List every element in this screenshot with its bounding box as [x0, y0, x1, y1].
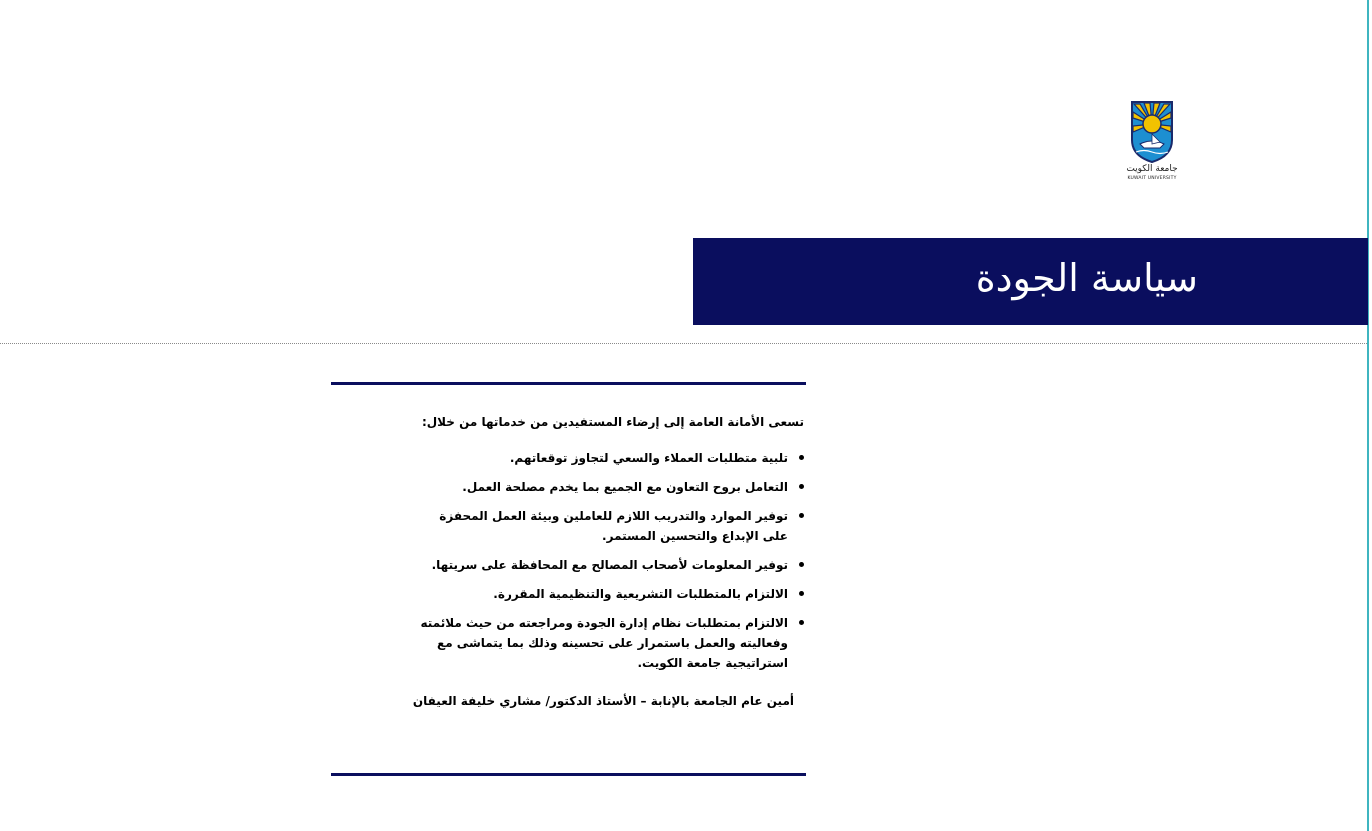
policy-content [412, 412, 806, 723]
bottom-rule [331, 773, 806, 776]
logo-name-arabic: جامعة الكويت [1126, 164, 1178, 174]
bullet-icon [799, 455, 804, 460]
kuwait-university-logo [1118, 98, 1186, 190]
policy-list [412, 448, 806, 673]
right-edge-stripe [1367, 0, 1369, 831]
list-item [412, 584, 806, 604]
bullet-icon [799, 513, 804, 518]
list-item [412, 477, 806, 497]
bullet-icon [799, 484, 804, 489]
dotted-divider [0, 343, 1367, 344]
list-item [412, 613, 806, 673]
list-item [412, 555, 806, 575]
intro-text: تسعى الأمانة العامة إلى إرضاء المستفيدين من خدماتها من خلال: [421, 415, 804, 429]
list-item-text: الالتزام بالمتطلبات التشريعية والتنظيمية المقررة. [493, 587, 788, 601]
bullet-icon [799, 591, 804, 596]
signature-line: أمين عام الجامعة بالإنابة – الأستاذ الدكتور/ مشاري خليفة العيفان [412, 694, 794, 708]
list-item-text: توفير الموارد والتدريب اللازم للعاملين وبيئة العمل المحفزة على الإبداع والتحسين المستمر. [439, 509, 788, 543]
list-item-text: تلبية متطلبات العملاء والسعي لتجاوز توقعاتهم. [509, 451, 788, 465]
bullet-icon [799, 562, 804, 567]
bullet-icon [799, 620, 804, 625]
top-rule [331, 382, 806, 385]
list-item-text: الالتزام بمتطلبات نظام إدارة الجودة ومراجعته من حيث ملائمته وفعاليته والعمل باستمرار على تحسينه وذلك بما يتماشى مع استراتيجية جامعة الكويت. [420, 616, 788, 670]
logo-emblem-icon [1118, 98, 1186, 164]
title-banner [693, 238, 1368, 325]
list-item [412, 506, 806, 546]
page-title: سياسة الجودة [975, 256, 1198, 300]
list-item-text: توفير المعلومات لأصحاب المصالح مع المحافظة على سريتها. [431, 558, 788, 572]
list-item-text: التعامل بروح التعاون مع الجميع بما يخدم مصلحة العمل. [462, 480, 788, 494]
list-item [412, 448, 806, 468]
logo-name-english: KUWAIT UNIVERSITY [1127, 176, 1177, 181]
